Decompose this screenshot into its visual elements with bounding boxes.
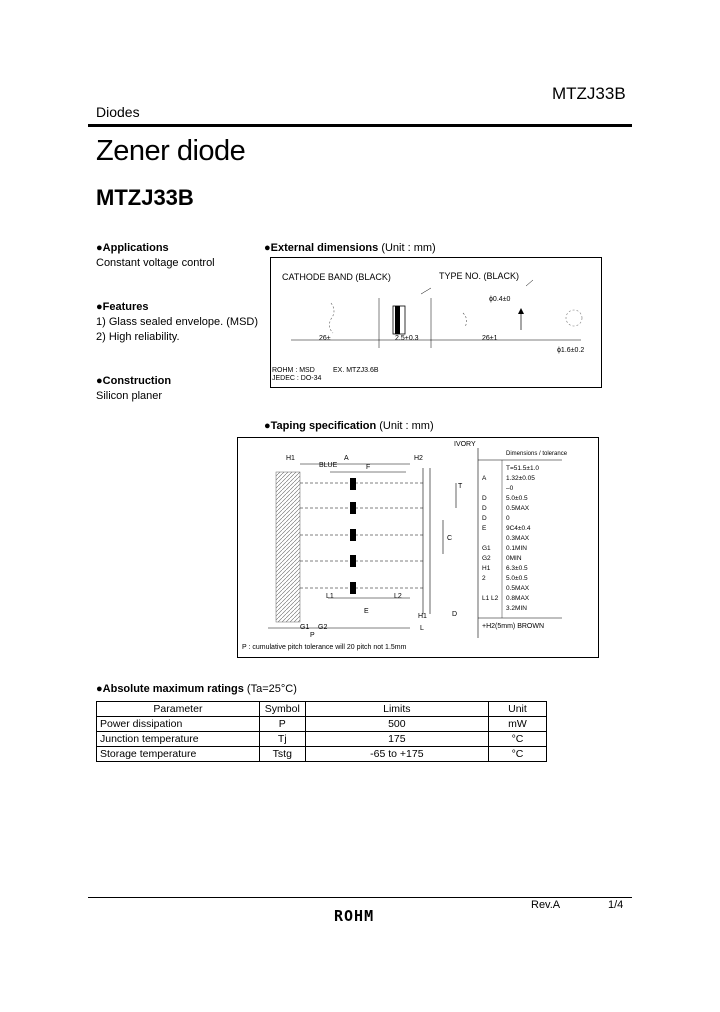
page-title: Zener diode [96, 135, 246, 167]
construction-text: Silicon planer [96, 390, 163, 402]
taping-row-value: 0.8MAX [506, 595, 530, 602]
taping-table-row [482, 515, 582, 525]
taping-row-symbol: D [482, 495, 487, 502]
blue-label: BLUE [319, 462, 338, 469]
taping-row-value: –0 [506, 485, 514, 492]
dim-d: D [452, 611, 458, 618]
col-symbol: Symbol [259, 702, 305, 717]
dim-l2: L2 [394, 593, 402, 600]
taping-drawing [237, 437, 599, 658]
col-limits: Limits [305, 702, 488, 717]
type-no-label: TYPE NO. (BLACK) [439, 271, 520, 281]
taping-row-symbol: D [482, 505, 487, 512]
taping-table-row [482, 495, 582, 505]
col-parameter: Parameter [97, 702, 260, 717]
taping-row-value: 3.2MIN [506, 605, 527, 612]
lead-length-left-label: 26± [319, 335, 331, 342]
taping-dimension-table [482, 465, 582, 615]
dim-c: C [447, 535, 453, 542]
table-row [97, 717, 547, 732]
cell-unit: °C [488, 732, 546, 747]
dim-g1: G1 [300, 624, 310, 631]
taping-table-header: Dimensions / tolerance [506, 451, 568, 457]
taping-row-value: 0.5MAX [506, 505, 530, 512]
applications-text: Constant voltage control [96, 257, 215, 269]
taping-footnote: P : cumulative pitch tolerance will 20 pitch not 1.5mm [242, 644, 407, 651]
body-length-label: 2.5+0.3 [395, 335, 419, 342]
taping-row-symbol: E [482, 525, 487, 532]
cell-parameter: Junction temperature [97, 732, 260, 747]
cell-symbol: Tj [259, 732, 305, 747]
taping-table-row [482, 565, 582, 575]
footer-rule [88, 897, 632, 898]
dim-h1-top: H1 [286, 455, 295, 462]
dim-h2: H2 [414, 455, 423, 462]
lead-diameter-label: ϕ0.4±0 [489, 296, 511, 303]
feature-item-1: 1) Glass sealed envelope. (MSD) [96, 316, 259, 328]
part-number: MTZJ33B [96, 185, 194, 210]
taping-row-symbol: L1 L2 [482, 595, 499, 602]
rohm-logo: ROHM [334, 907, 375, 925]
cell-symbol: P [259, 717, 305, 732]
col-unit: Unit [488, 702, 546, 717]
taping-table-row [482, 605, 582, 615]
cell-symbol: Tstg [259, 747, 305, 762]
taping-row-value: 9C4±0.4 [506, 525, 531, 532]
construction-heading: ●Construction [96, 375, 172, 387]
cathode-band-label: CATHODE BAND (BLACK) [282, 272, 391, 282]
dim-t: T [458, 483, 463, 490]
taping-row-symbol: G1 [482, 545, 491, 552]
taping-foot-row: +H2(5mm) BROWN [482, 623, 545, 630]
taping-row-value: 1.32±0.05 [506, 475, 535, 482]
taping-table-row [482, 545, 582, 555]
taping-row-value: 0.5MAX [506, 585, 530, 592]
taping-table-row [482, 575, 582, 585]
table-row [97, 732, 547, 747]
dim-a: A [344, 455, 349, 462]
cell-limits: 175 [305, 732, 488, 747]
ivory-label: IVORY [454, 441, 476, 448]
taping-heading: ●Taping specification (Unit : mm) [264, 420, 434, 432]
taping-table-row [482, 525, 582, 535]
page-number: 1/4 [608, 899, 624, 911]
dim-p: P [310, 632, 315, 639]
body-diameter-label: ϕ1.6±0.2 [557, 347, 585, 354]
ratings-table [96, 701, 547, 762]
taping-row-value: 0 [506, 515, 510, 522]
taping-row-value: 5.0±0.5 [506, 495, 528, 502]
lead-length-right-label: 26±1 [482, 335, 498, 342]
taping-row-value: 6.3±0.5 [506, 565, 528, 572]
cell-parameter: Power dissipation [97, 717, 260, 732]
taping-table-row [482, 505, 582, 515]
features-heading: ●Features [96, 301, 149, 313]
dim-e: E [364, 608, 369, 615]
taping-row-value: 5.0±0.5 [506, 575, 528, 582]
taping-row-symbol: 2 [482, 575, 486, 582]
dim-l1: L1 [326, 593, 334, 600]
revision: Rev.A [531, 899, 561, 911]
cell-unit: mW [488, 717, 546, 732]
dim-l: L [420, 625, 424, 632]
ratings-heading: ●Absolute maximum ratings (Ta=25°C) [96, 683, 297, 695]
taping-table-row [482, 585, 582, 595]
taping-row-symbol: H1 [482, 565, 491, 572]
taping-table-row [482, 485, 582, 495]
taping-row-symbol: G2 [482, 555, 491, 562]
feature-item-2: 2) High reliability. [96, 331, 180, 343]
cell-unit: °C [488, 747, 546, 762]
taping-row-value: 0MIN [506, 555, 522, 562]
taping-table-row [482, 475, 582, 485]
taping-row-value: 0.1MIN [506, 545, 527, 552]
external-dimensions-heading: ●External dimensions (Unit : mm) [264, 242, 436, 254]
header-category: Diodes [96, 104, 140, 120]
applications-heading: ●Applications [96, 242, 169, 254]
taping-table-row [482, 595, 582, 605]
example-note: EX. MTZJ3.6B [333, 367, 379, 374]
taping-row-symbol: D [482, 515, 487, 522]
header-part-number: MTZJ33B [552, 84, 626, 103]
external-dimensions-drawing [270, 257, 602, 388]
header-rule [88, 124, 632, 127]
taping-row-value: 0.3MAX [506, 535, 530, 542]
dim-h1-bottom: H1 [418, 613, 427, 620]
taping-row-symbol: A [482, 475, 487, 482]
taping-table-row [482, 535, 582, 545]
table-row [97, 747, 547, 762]
taping-table-row [482, 465, 582, 475]
dim-f: F [366, 464, 371, 471]
dim-g2: G2 [318, 624, 328, 631]
taping-row-value: T=51.5±1.0 [506, 465, 540, 472]
cell-limits: -65 to +175 [305, 747, 488, 762]
cell-limits: 500 [305, 717, 488, 732]
taping-table-row [482, 555, 582, 565]
cell-parameter: Storage temperature [97, 747, 260, 762]
ratings-header-row [97, 702, 547, 717]
rohm-package-note: ROHM : MSD [272, 367, 315, 374]
jedec-note: JEDEC : DO-34 [272, 375, 322, 382]
